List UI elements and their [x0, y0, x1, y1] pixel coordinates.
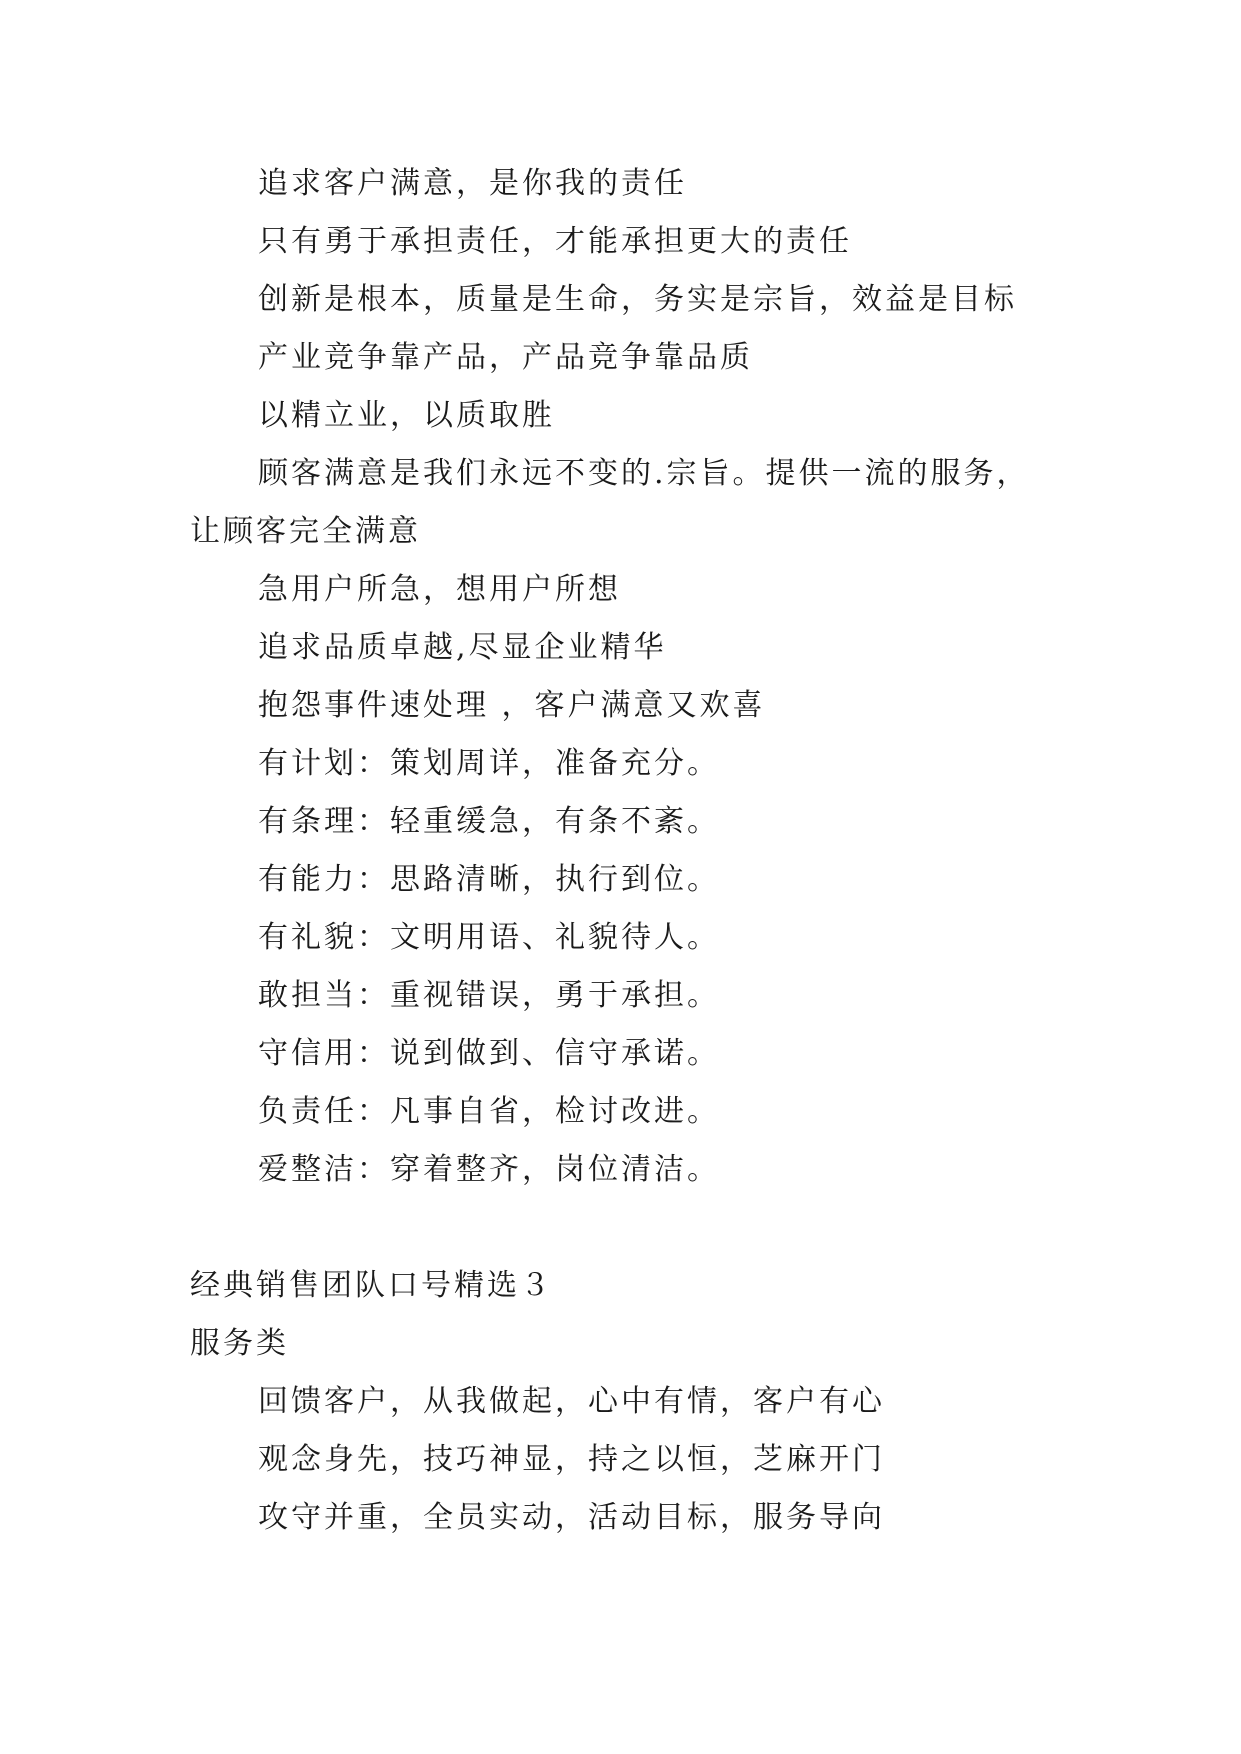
slogan-line: 抱怨事件速处理 ，客户满意又欢喜 — [258, 688, 766, 723]
slogan-line: 有条理：轻重缓急，有条不紊。 — [258, 804, 720, 839]
slogan-line: 敢担当：重视错误，勇于承担。 — [258, 978, 720, 1013]
slogan-line: 有礼貌：文明用语、礼貌待人。 — [258, 920, 720, 955]
slogan-line: 爱整洁：穿着整齐，岗位清洁。 — [258, 1152, 720, 1187]
slogan-line: 有能力：思路清晰，执行到位。 — [258, 862, 720, 897]
section-title: 经典销售团队口号精选３ — [190, 1268, 553, 1303]
slogan-line: 创新是根本，质量是生命，务实是宗旨，效益是目标 — [258, 282, 1017, 317]
slogan-line: 急用户所急，想用户所想 — [258, 572, 621, 607]
slogan-line-continuation: 让顾客完全满意 — [190, 514, 421, 549]
slogan-line: 观念身先，技巧神显，持之以恒，芝麻开门 — [258, 1442, 885, 1477]
subsection-title: 服务类 — [190, 1326, 289, 1361]
slogan-line: 追求品质卓越,尽显企业精华 — [258, 630, 667, 665]
slogan-line: 回馈客户，从我做起，心中有情，客户有心 — [258, 1384, 885, 1419]
slogan-line: 守信用：说到做到、信守承诺。 — [258, 1036, 720, 1071]
slogan-line: 以精立业，以质取胜 — [258, 398, 555, 433]
slogan-line: 有计划：策划周详，准备充分。 — [258, 746, 720, 781]
slogan-line: 负责任：凡事自省，检讨改进。 — [258, 1094, 720, 1129]
slogan-line: 产业竞争靠产品，产品竞争靠品质 — [258, 340, 753, 375]
slogan-line: 攻守并重，全员实动，活动目标，服务导向 — [258, 1500, 885, 1535]
slogan-line: 追求客户满意，是你我的责任 — [258, 166, 687, 201]
slogan-line: 只有勇于承担责任，才能承担更大的责任 — [258, 224, 852, 259]
slogan-line: 顾客满意是我们永远不变的.宗旨。提供一流的服务， — [258, 456, 1030, 491]
